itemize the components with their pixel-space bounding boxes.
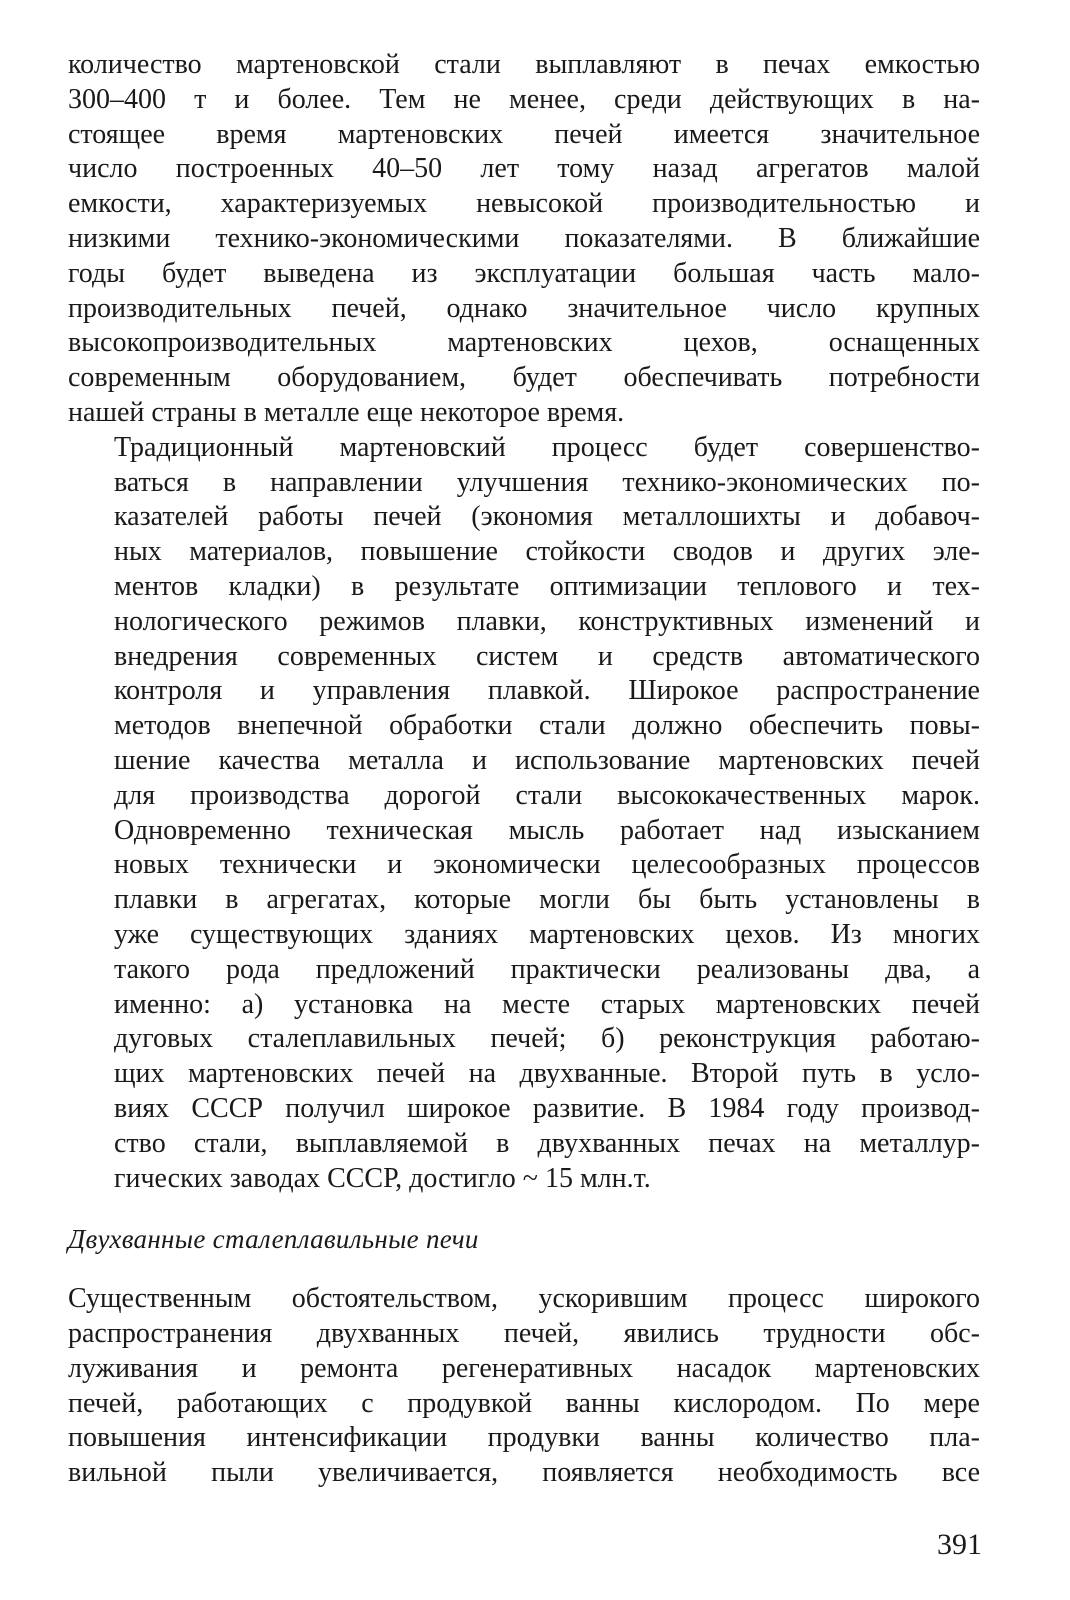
text-line: годы будет выведена из эксплуатации большая часть мало- [68, 257, 980, 289]
text-line: вильной пыли увеличивается, появляется необходимость все [68, 1457, 980, 1489]
paragraph-2 [68, 431, 980, 1197]
text-line: плавки в агрегатах, которые могли бы быть установлены в [114, 884, 980, 916]
text-line: дуговых сталеплавильных печей; б) реконструкция работаю- [114, 1023, 980, 1055]
text-line: распространения двухванных печей, явились трудности обс- [68, 1318, 980, 1350]
text-line: печей, работающих с продувкой ванны кислородом. По мере [68, 1387, 980, 1419]
text-line: именно: а) установка на месте старых мартеновских печей [114, 988, 980, 1020]
text-line: ных материалов, повышение стойкости сводов и других эле- [114, 536, 980, 568]
text-line: для производства дорогой стали высококачественных марок. [114, 779, 980, 811]
text-line: современным оборудованием, будет обеспечивать потребности [68, 362, 980, 394]
text-line: нашей страны в металле еще некоторое время. [68, 396, 625, 428]
paragraph-1 [68, 48, 980, 431]
text-line: виях СССР получил широкое развитие. В 1984 году производ- [114, 1092, 980, 1124]
text-line: казателей работы печей (экономия металлошихты и добавоч- [114, 501, 980, 533]
text-line: Существенным обстоятельством, ускорившим процесс широкого [68, 1283, 980, 1315]
text-line: производительных печей, однако значительное число крупных [68, 292, 980, 324]
text-line: ментов кладки) в результате оптимизации теплового и тех- [114, 570, 980, 602]
text-line: 300–400 т и более. Тем не менее, среди действующих в на- [68, 83, 980, 115]
text-line: высокопроизводительных мартеновских цехов, оснащенных [68, 327, 980, 359]
text-line: ваться в направлении улучшения технико-экономических по- [114, 466, 980, 498]
text-line: низкими технико-экономическими показателями. В ближайшие [68, 222, 980, 254]
text-line: емкости, характеризуемых невысокой производительностью и [68, 188, 980, 220]
text-line: Традиционный мартеновский процесс будет совершенство- [114, 431, 980, 463]
text-line: нологического режимов плавки, конструктивных изменений и [114, 605, 980, 637]
text-line: количество мартеновской стали выплавляют в печах емкостью [68, 49, 980, 80]
text-line: уже существующих зданиях мартеновских цехов. Из многих [114, 918, 980, 950]
text-line: ство стали, выплавляемой в двухванных печах на металлур- [114, 1127, 980, 1159]
text-line: Одновременно техническая мысль работает над изысканием [114, 814, 980, 846]
text-line: стоящее время мартеновских печей имеется значительное [68, 118, 980, 150]
paragraph-3 [68, 1282, 980, 1491]
page-body [68, 48, 980, 1491]
text-line: такого рода предложений практически реализованы два, а [114, 953, 980, 985]
text-line: луживания и ремонта регенеративных насадок мартеновских [68, 1352, 980, 1384]
text-line: шение качества металла и использование мартеновских печей [114, 744, 980, 776]
text-line: контроля и управления плавкой. Широкое распространение [114, 675, 980, 707]
page-number: 391 [937, 1528, 982, 1561]
text-line: новых технически и экономически целесообразных процессов [114, 849, 980, 881]
text-line: число построенных 40–50 лет тому назад агрегатов малой [68, 153, 980, 185]
text-line: внедрения современных систем и средств автоматического [114, 640, 980, 672]
text-line: гических заводах СССР, достигло ~ 15 млн.т. [114, 1162, 651, 1194]
text-line: повышения интенсификации продувки ванны количество пла- [68, 1422, 980, 1454]
text-line: методов внепечной обработки стали должно обеспечить повы- [114, 710, 980, 742]
text-line: щих мартеновских печей на двухванные. Второй путь в усло- [114, 1058, 980, 1090]
section-heading: Двухванные сталеплавильные печи [68, 1224, 479, 1255]
